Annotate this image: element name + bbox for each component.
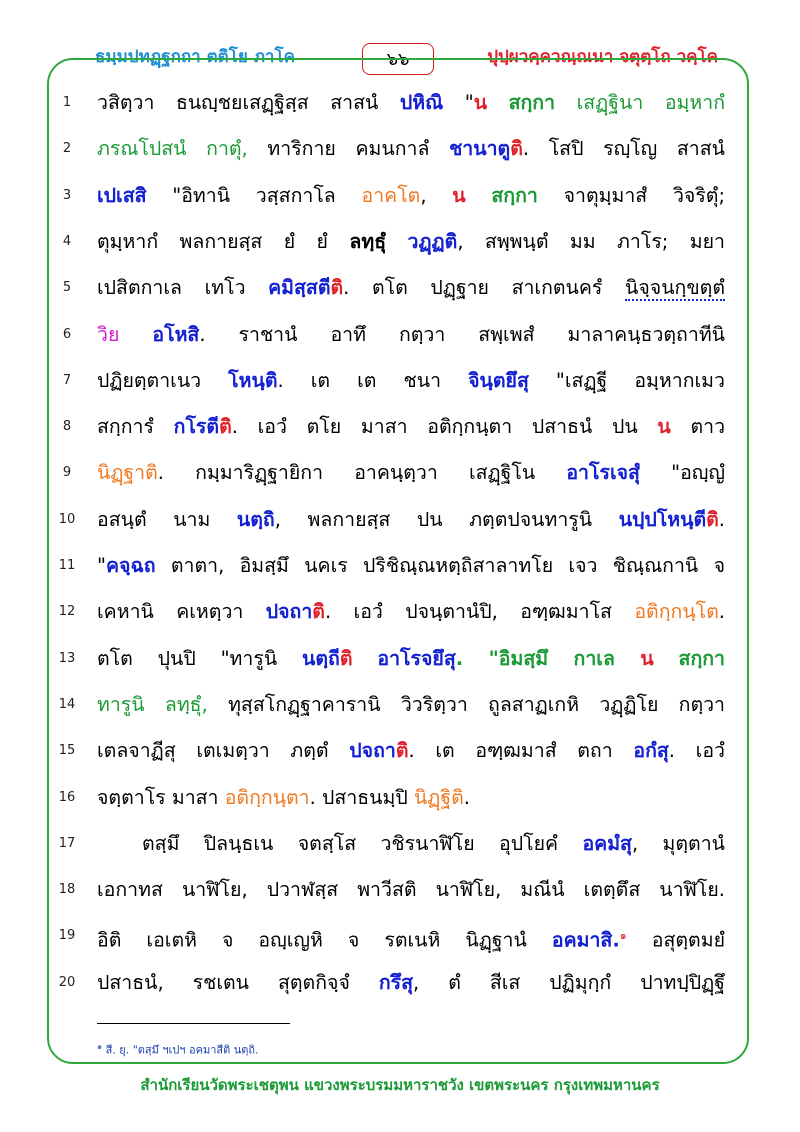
text-segment: ทารูนิ ลทฺธุํ,	[97, 692, 208, 716]
text-segment: นิฏฺฐาติ	[97, 461, 158, 485]
text-segment: อคมาสิ	[551, 928, 613, 952]
text-segment: วสิตฺวา ธนญฺชยเสฏฺฐิสฺส สาสนํ	[97, 91, 400, 114]
text-segment: , พลกายสฺส ปน ภตฺตปจนทารูนิ	[274, 507, 619, 531]
text-segment: . เอวํ ตโย มาสา อติกฺกนฺตา ปสาธนํ ปน	[231, 415, 658, 439]
text-segment: สกฺการํ	[97, 415, 174, 439]
footnote-text: สี. ยุ. "ตสฺมึ ฯเปฯ อคมาสีติ นตฺถิ.	[102, 1043, 259, 1057]
text-line	[0, 775, 800, 821]
line-number: 4	[62, 233, 72, 249]
text-segment: เปสิตกาเล เทโว	[97, 276, 269, 300]
text-line	[0, 682, 800, 728]
text-line	[0, 265, 800, 311]
text-segment: ปจถา	[349, 739, 396, 763]
text-segment: อสนฺตํ นาม	[97, 507, 237, 531]
text-segment: ชานาตู	[449, 137, 511, 161]
text-segment: .	[718, 600, 725, 624]
text-segment: สกฺกา	[508, 91, 556, 114]
text-segment: น	[657, 415, 671, 439]
text-segment: ปจถา	[265, 600, 313, 624]
text-segment: , มุตฺตานํ	[631, 831, 725, 855]
line-number: 15	[58, 743, 76, 759]
text-segment: . เอวํ	[668, 739, 725, 763]
text-segment: นตฺถิ	[236, 507, 275, 531]
text-line	[0, 543, 800, 589]
text-line	[0, 126, 800, 172]
line-text	[97, 636, 725, 682]
text-segment: กโรตี	[173, 415, 220, 439]
text-segment: เอกาทส นาฬิโย, ปวาฬสฺส พาวีสติ นาฬิโย, มณีนํ เตตฺตึส นาฬิโย.	[97, 878, 725, 902]
line-number: 8	[62, 419, 72, 435]
text-line	[0, 821, 800, 867]
text-segment: อาโรจยึสุ	[377, 646, 456, 670]
text-segment: นิจฺจนกฺขตฺตํ	[625, 276, 725, 300]
line-text	[97, 312, 725, 358]
text-segment: "	[443, 91, 474, 114]
text-segment: . ราชานํ อาทึ กตฺวา สพฺเพสํ มาลาคนฺธวตฺถาทีนิ	[199, 322, 725, 346]
line-number: 19	[58, 928, 76, 944]
text-line	[0, 589, 800, 635]
footnote-mark: ๑	[97, 1042, 103, 1051]
line-text	[97, 589, 725, 635]
text-segment: วฏฺฏติ	[407, 229, 458, 253]
line-number: 14	[58, 696, 76, 712]
line-text	[97, 728, 725, 774]
line-text	[97, 867, 725, 913]
text-segment: เปเสสิ	[97, 183, 147, 207]
line-number: 16	[58, 789, 76, 805]
text-segment: . โสปิ รญฺโญ สาสนํ	[522, 137, 725, 161]
text-segment: ๑	[619, 929, 627, 943]
line-text	[97, 913, 725, 964]
line-number: 13	[58, 650, 76, 666]
footnote-divider	[97, 1023, 290, 1024]
text-segment: . "อิมสฺมึ กาเล	[455, 646, 641, 670]
text-segment: น	[452, 183, 466, 207]
text-segment: ติ	[312, 600, 325, 624]
text-segment: ภรณโปสนํ กาตุํ,	[97, 137, 248, 161]
text-segment: จาตุมฺมาสํ วิจริตุํ;	[537, 183, 725, 207]
text-segment: นตฺถี	[302, 646, 340, 670]
text-segment: สกฺกา	[678, 646, 725, 670]
text-segment: อติกฺกนฺโต	[634, 600, 719, 624]
text-segment: ปฏิยตฺตาเนว	[97, 368, 229, 392]
text-segment: ติ	[395, 739, 409, 763]
text-line	[0, 312, 800, 358]
text-segment: อโหสิ	[152, 322, 200, 346]
line-text	[97, 775, 725, 821]
text-segment: อาโรเจสุํ	[566, 461, 640, 485]
text-line	[0, 960, 800, 1006]
text-segment: กรึสุ	[378, 970, 414, 994]
text-segment: "อญฺญํ	[639, 461, 725, 485]
text-line	[0, 219, 800, 265]
text-segment: ลทฺธุํ	[349, 229, 387, 253]
text-segment	[654, 647, 679, 670]
text-line	[0, 636, 800, 682]
text-segment: ติ	[510, 137, 523, 161]
text-segment	[555, 91, 577, 114]
text-line	[0, 497, 800, 543]
text-segment: ตสฺมึ ปิลนฺธเน จตสฺโส วชิรนาฬิโย อุปโยคํ	[142, 831, 583, 855]
line-number: 2	[62, 141, 72, 157]
text-segment: . กมฺมาริฏฺฐายิกา อาคนฺตฺวา เสฏฺฐิโน	[157, 461, 567, 485]
text-segment: ,	[420, 183, 453, 207]
text-segment: "อิทานิ วสฺสกาโล	[146, 183, 362, 207]
text-segment: เคหานิ คเหตฺวา	[97, 600, 266, 624]
text-segment: . เต อฑฺฒมาสํ ตถา	[408, 739, 634, 763]
header-book-title: ธมฺมปทฏฺฐกถา ตติโย ภาโค	[95, 47, 295, 67]
text-line	[0, 173, 800, 219]
text-segment: "เสฏฺฐี อมฺหากเมว	[528, 368, 725, 392]
text-segment: คจฺฉถ	[105, 554, 156, 577]
text-segment: น	[640, 646, 654, 670]
text-segment: . ปสาธนมฺปิ	[309, 785, 414, 809]
text-segment: น	[473, 91, 488, 114]
line-number: 11	[58, 558, 76, 573]
text-segment	[487, 91, 509, 114]
line-number: 5	[62, 280, 72, 296]
line-number: 12	[58, 604, 76, 620]
line-number: 17	[58, 835, 76, 851]
text-segment	[466, 184, 492, 207]
text-line	[0, 404, 800, 450]
text-segment: ทาริกาย คมนกาลํ	[247, 137, 450, 161]
text-segment: .	[718, 507, 725, 531]
line-text	[97, 126, 725, 172]
footnote	[97, 1040, 259, 1059]
line-text	[97, 497, 725, 543]
text-segment: อาคโต	[361, 183, 421, 207]
line-text	[97, 543, 725, 589]
text-segment: อกํสุ	[633, 739, 669, 763]
text-segment: อติกฺกนฺตา	[224, 785, 310, 809]
text-segment	[386, 230, 407, 253]
line-number: 7	[62, 372, 72, 388]
text-segment: . เต เต ชนา	[277, 368, 469, 392]
footer-institution: สำนักเรียนวัดพระเชตุพน แขวงพระบรมมหาราชวัง เขตพระนคร กรุงเทพมหานคร	[140, 1076, 660, 1094]
text-line	[0, 80, 800, 126]
text-segment: ตาว	[670, 415, 725, 439]
text-segment: "	[97, 554, 106, 577]
text-segment: จินฺตยึสุ	[468, 368, 529, 392]
line-number: 1	[62, 95, 72, 110]
text-line	[0, 358, 800, 404]
line-text	[97, 80, 725, 126]
page-number-badge: ๖๖	[362, 43, 434, 75]
text-segment: คมิสฺสตี	[268, 276, 331, 300]
line-text	[97, 450, 725, 496]
line-text	[97, 219, 725, 265]
line-text	[97, 358, 725, 404]
text-segment: ตโต ปุนปิ "ทารูนิ	[97, 646, 303, 670]
text-segment: เตลจาฏีสุ เตเมตฺวา ภตฺตํ	[97, 739, 350, 763]
text-segment: เสฏฺฐินา อมฺหากํ	[576, 91, 725, 114]
line-number: 10	[58, 511, 76, 527]
header-chapter-title: ปุปฺผวคฺควณฺณนา จตุตฺโถ วคฺโค	[487, 47, 718, 67]
text-segment: , สพฺพนฺตํ มม ภาโร; มยา	[457, 229, 725, 253]
text-segment: . เอวํ ปจนฺตานํปิ, อฑฺฒมาโส	[324, 600, 635, 624]
line-text	[97, 960, 725, 1006]
text-segment: นิฏฺฐิติ	[413, 785, 464, 809]
text-segment: จตฺตาโร มาสา	[97, 785, 225, 809]
text-line	[0, 728, 800, 774]
text-segment: ตาตา, อิมสฺมึ นคเร ปริชิณฺณหตฺถิสาลาทโย เจว ชิณฺณกานิ จ	[155, 554, 725, 577]
text-segment: .	[463, 785, 470, 809]
text-segment: . ตโต ปฏฺฐาย สาเกตนครํ	[343, 276, 626, 300]
text-segment: อิติ เอเตหิ จ อญฺเญหิ จ รตเนหิ นิฏฺฐานํ	[97, 928, 552, 952]
text-segment: วิย	[97, 322, 120, 346]
text-segment: ตุมฺหากํ พลกายสฺส ยํ ยํ	[97, 229, 350, 253]
line-text	[97, 265, 725, 311]
text-segment: .	[612, 928, 620, 952]
line-text	[97, 821, 725, 867]
text-segment: , ตํ สีเส ปฏิมุกฺกํ ปาทปฺปิฏฺฐึ	[413, 970, 725, 994]
text-line	[0, 450, 800, 496]
text-segment: ปสาธนํ, รชเตน สุตฺตกิจฺจํ	[97, 970, 379, 994]
text-segment: ปหิณิ	[399, 91, 444, 114]
text-segment	[119, 323, 152, 346]
text-segment: ติ	[330, 276, 344, 300]
text-segment: อคมํสุ	[582, 831, 632, 855]
text-segment: ติ	[219, 415, 232, 439]
line-number: 20	[58, 974, 76, 990]
line-text	[97, 404, 725, 450]
text-segment: นปฺปโหนฺตี	[618, 507, 707, 531]
line-number: 9	[62, 465, 72, 481]
text-line	[0, 867, 800, 913]
text-segment: ทุสฺสโกฏฺฐาคารานิ วิวริตฺวา ถูลสาฏเกหิ วฏฺฏิโย กตฺวา	[207, 692, 725, 716]
line-number: 6	[62, 326, 72, 342]
text-segment: โหนฺติ	[228, 368, 278, 392]
text-segment: ติ	[706, 507, 719, 531]
line-number: 18	[58, 882, 76, 898]
line-number: 3	[62, 187, 72, 203]
text-segment: สกฺกา	[491, 183, 538, 207]
line-text	[97, 173, 725, 219]
text-segment	[353, 647, 378, 670]
text-segment: อสุตฺตมยํ	[626, 928, 725, 952]
text-line	[0, 913, 800, 959]
line-text	[97, 682, 725, 728]
text-segment: ติ	[339, 646, 353, 670]
